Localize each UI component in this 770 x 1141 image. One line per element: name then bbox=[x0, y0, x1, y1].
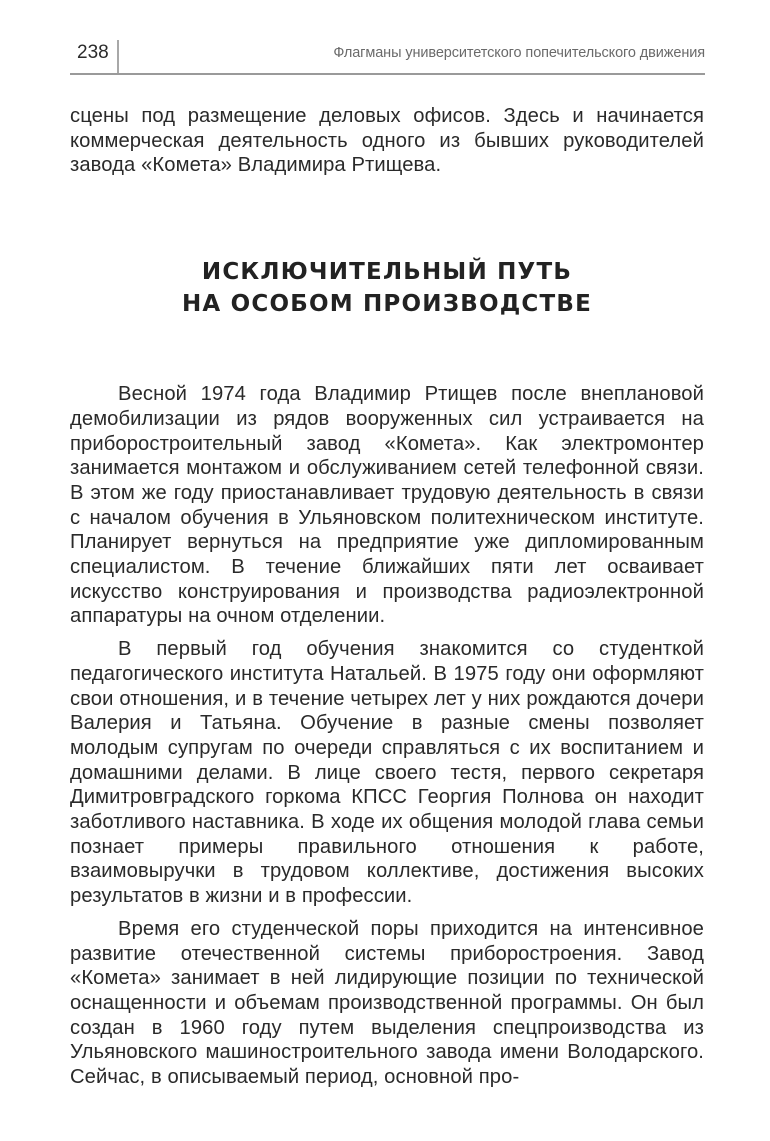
paragraph: В первый год обучения знакомится со студенткой педагогического института Натальей. В 1975 году они оформляют свои отношения, и в течение четырех лет у них рождаются дочери Валерия и Татьяна. Обучение в разные смены позволяет молодым супругам по очереди справляться с их воспитанием и домашними делами. В лице своего тестя, первого секретаря Димитровградского горкома КПСС Георгия Полнова он находит заботливого наставника. В ходе их общения молодой глава семьи познает примеры правильного отношения к работе, взаимовыручки в трудовом коллективе, достижения высоких результатов в жизни и в профессии. bbox=[70, 638, 704, 908]
header-divider bbox=[117, 40, 119, 73]
running-title: Флагманы университетского попечительского движения bbox=[333, 45, 705, 61]
paragraph: Время его студенческой поры приходится на интенсивное развитие отечественной системы приборостроения. Завод «Комета» занимает в ней лидирующие позиции по технической оснащенности и объемам производственной программы. Он был создан в 1960 году путем выделения спецпроизводства из Ульяновского машиностроительного завода имени Володарского. Сейчас, в описываемый период, основной про- bbox=[70, 917, 704, 1089]
page-body bbox=[70, 104, 704, 1090]
section-heading-line-1: ИСКЛЮЧИТЕЛЬНЫЙ ПУТЬ bbox=[201, 259, 573, 286]
paragraph: Весной 1974 года Владимир Ртищев после внеплановой демобилизации из рядов вооруженных сил устраивается на приборостроительный завод «Комета». Как электромонтер занимается монтажом и обслуживанием сетей телефонной связи. В этом же году приостанавливает трудовую деятельность в связи с началом обучения в Ульяновском политехническом институте. Планирует вернуться на предприятие уже дипломированным специалистом. В течение ближайших пяти лет осваивает искусство конструирования и производства радиоэлектронной аппаратуры на очном отделении. bbox=[70, 383, 704, 628]
section-heading-line-2: НА ОСОБОМ ПРОИЗВОДСТВЕ bbox=[181, 291, 593, 318]
section-heading bbox=[70, 256, 704, 320]
page-header bbox=[70, 36, 705, 75]
intro-paragraph: сцены под размещение деловых офисов. Здесь и начинается коммерческая деятельность одного из бывших руководителей завода «Комета» Владимира Ртищева. bbox=[70, 105, 704, 177]
page-number: 238 bbox=[77, 42, 109, 63]
